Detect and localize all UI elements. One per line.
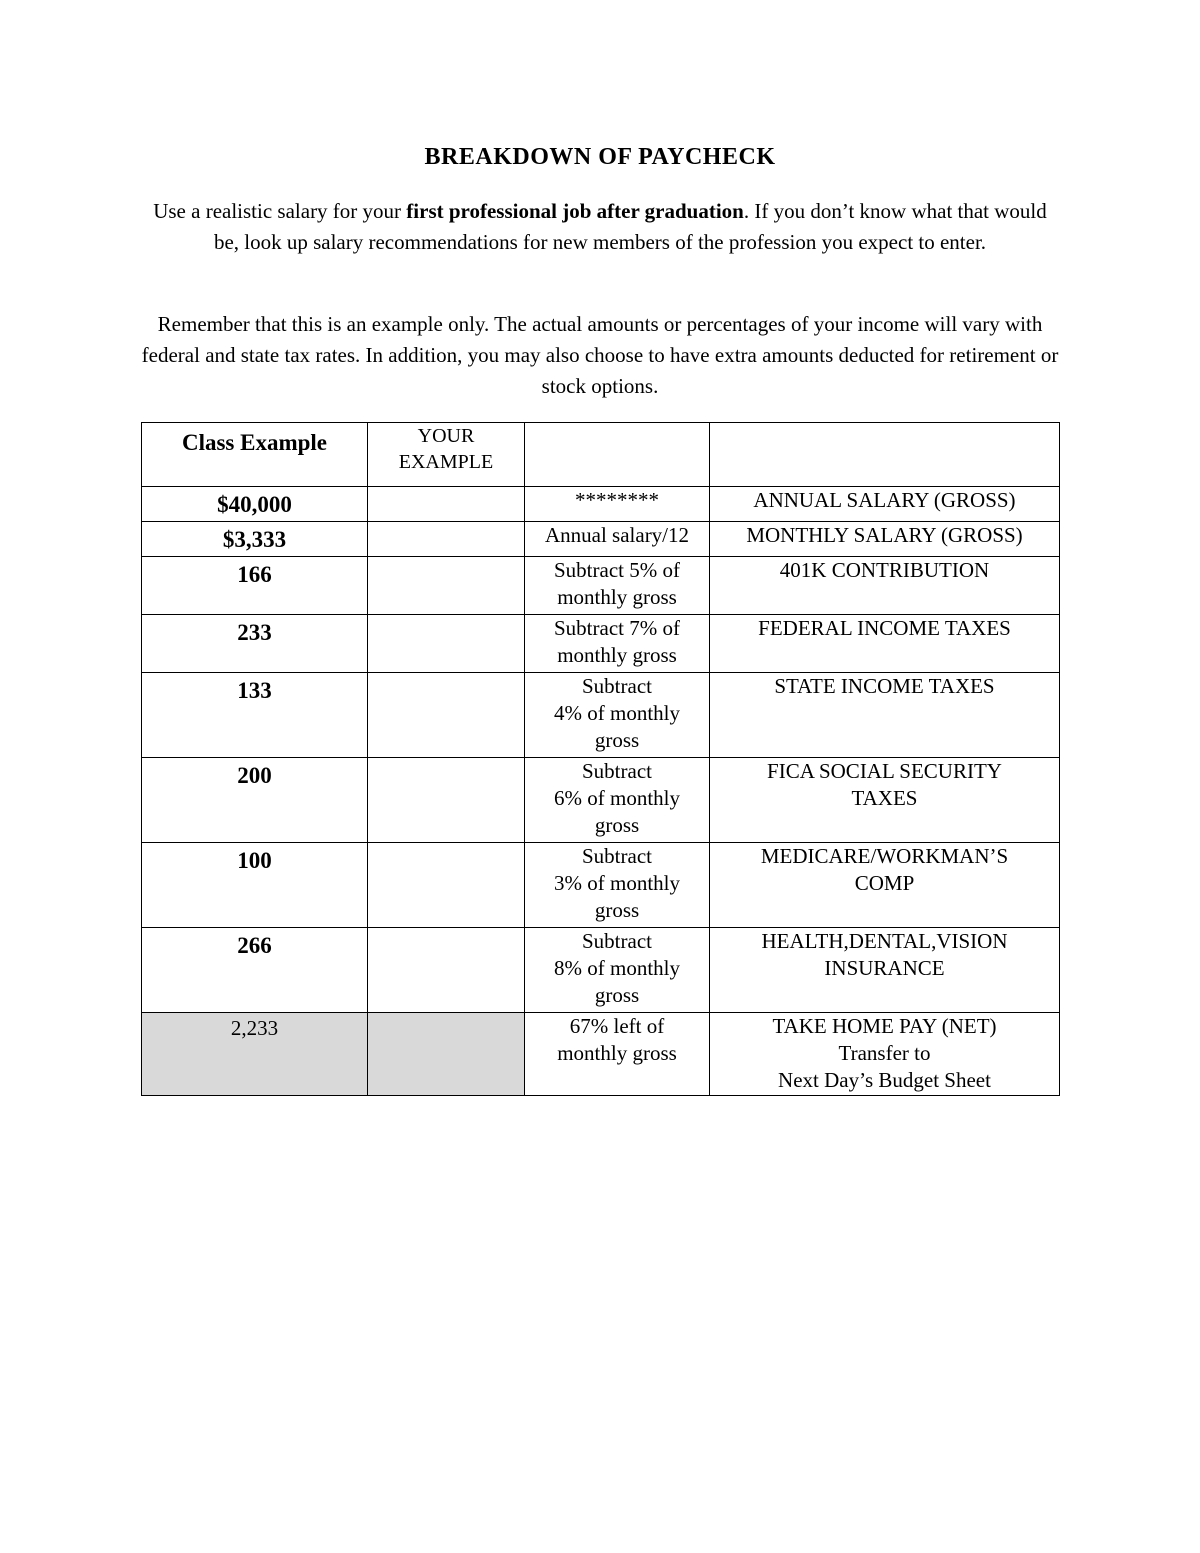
your-example-cell[interactable] <box>368 487 525 522</box>
your-example-cell[interactable] <box>368 522 525 557</box>
your-example-cell[interactable] <box>368 615 525 673</box>
header-your-example <box>368 423 525 487</box>
label-line: 401K CONTRIBUTION <box>779 558 990 582</box>
label-line: FICA SOCIAL SECURITY <box>767 759 1002 783</box>
class-value: 166 <box>142 557 368 615</box>
label-line: FEDERAL INCOME TAXES <box>758 616 1011 640</box>
intro-paragraph <box>140 196 1060 258</box>
calc-line: 8% of monthly <box>554 956 680 980</box>
class-value: 100 <box>142 843 368 928</box>
calc-cell <box>525 487 710 522</box>
calc-line: gross <box>594 728 640 752</box>
calc-line: 3% of monthly <box>554 871 680 895</box>
label-line: INSURANCE <box>824 956 945 980</box>
calc-line: gross <box>594 813 640 837</box>
calc-line: 67% left of <box>569 1014 665 1038</box>
calc-line: Subtract 7% of <box>554 616 680 640</box>
calc-line: monthly gross <box>557 643 677 667</box>
class-value: 2,233 <box>142 1013 368 1096</box>
label-line: ANNUAL SALARY (GROSS) <box>753 488 1016 512</box>
header-your-line-2: EXAMPLE <box>398 451 494 473</box>
calc-cell <box>525 928 710 1013</box>
table-header-row <box>142 423 1060 487</box>
header-your-line-1: YOUR <box>417 425 475 447</box>
calc-line: ******** <box>575 488 659 512</box>
label-cell <box>710 557 1060 615</box>
calc-cell <box>525 758 710 843</box>
table-row <box>142 928 1060 1013</box>
calc-line: gross <box>594 898 640 922</box>
your-example-cell[interactable] <box>368 758 525 843</box>
calc-cell <box>525 673 710 758</box>
table-row <box>142 615 1060 673</box>
note-paragraph: Remember that this is an example only. The actual amounts or percentages of your income will vary with federal and state tax rates. In addition, you may also choose to have extra amounts deducted for retirement or stock options. <box>141 312 1059 398</box>
intro-text-pre: Use a realistic salary for your <box>153 199 407 223</box>
header-empty-label <box>710 423 1060 487</box>
calc-cell <box>525 843 710 928</box>
table-row <box>142 843 1060 928</box>
your-example-cell[interactable] <box>368 1013 525 1096</box>
label-line: COMP <box>854 871 915 895</box>
label-line: Next Day’s Budget Sheet <box>778 1068 991 1092</box>
label-cell <box>710 758 1060 843</box>
table-row <box>142 557 1060 615</box>
calc-line: Subtract <box>582 929 652 953</box>
label-line: TAXES <box>851 786 918 810</box>
paycheck-table <box>141 422 1060 1096</box>
label-cell <box>710 928 1060 1013</box>
label-line: Transfer to <box>838 1041 931 1065</box>
your-example-cell[interactable] <box>368 557 525 615</box>
table-row <box>142 758 1060 843</box>
your-example-cell[interactable] <box>368 843 525 928</box>
your-example-cell[interactable] <box>368 673 525 758</box>
calc-line: monthly gross <box>557 1041 677 1065</box>
class-value: 266 <box>142 928 368 1013</box>
calc-line: Subtract <box>582 844 652 868</box>
label-cell <box>710 487 1060 522</box>
table-row <box>142 673 1060 758</box>
label-line: MONTHLY SALARY (GROSS) <box>746 523 1023 547</box>
label-cell <box>710 522 1060 557</box>
class-value: 133 <box>142 673 368 758</box>
header-empty-calc <box>525 423 710 487</box>
label-cell <box>710 1013 1060 1096</box>
class-value: $40,000 <box>142 487 368 522</box>
intro-text-bold: first professional job after graduation <box>406 199 744 223</box>
calc-cell <box>525 615 710 673</box>
calc-line: 6% of monthly <box>554 786 680 810</box>
label-line: HEALTH,DENTAL,VISION <box>761 929 1008 953</box>
calc-line: gross <box>594 983 640 1007</box>
class-value: 200 <box>142 758 368 843</box>
table-row <box>142 522 1060 557</box>
class-value: 233 <box>142 615 368 673</box>
label-cell <box>710 673 1060 758</box>
intro-text-post: . If you don’t know what that would be, look up salary recommendations for new members of the profession you expect to enter. <box>213 199 1047 254</box>
page-title: BREAKDOWN OF PAYCHECK <box>424 144 776 170</box>
table-row-take-home <box>142 1013 1060 1096</box>
calc-line: Subtract <box>582 674 652 698</box>
calc-line: monthly gross <box>557 585 677 609</box>
calc-cell <box>525 557 710 615</box>
calc-cell <box>525 1013 710 1096</box>
your-example-cell[interactable] <box>368 928 525 1013</box>
table-row <box>142 487 1060 522</box>
label-cell <box>710 843 1060 928</box>
label-cell <box>710 615 1060 673</box>
calc-line: 4% of monthly <box>554 701 680 725</box>
calc-line: Subtract 5% of <box>554 558 680 582</box>
class-value: $3,333 <box>142 522 368 557</box>
calc-line: Annual salary/12 <box>544 523 690 547</box>
label-line: MEDICARE/WORKMAN’S <box>760 844 1009 868</box>
header-class-example: Class Example <box>142 423 368 487</box>
calc-cell <box>525 522 710 557</box>
calc-line: Subtract <box>582 759 652 783</box>
label-line: STATE INCOME TAXES <box>774 674 995 698</box>
label-line: TAKE HOME PAY (NET) <box>772 1014 997 1038</box>
